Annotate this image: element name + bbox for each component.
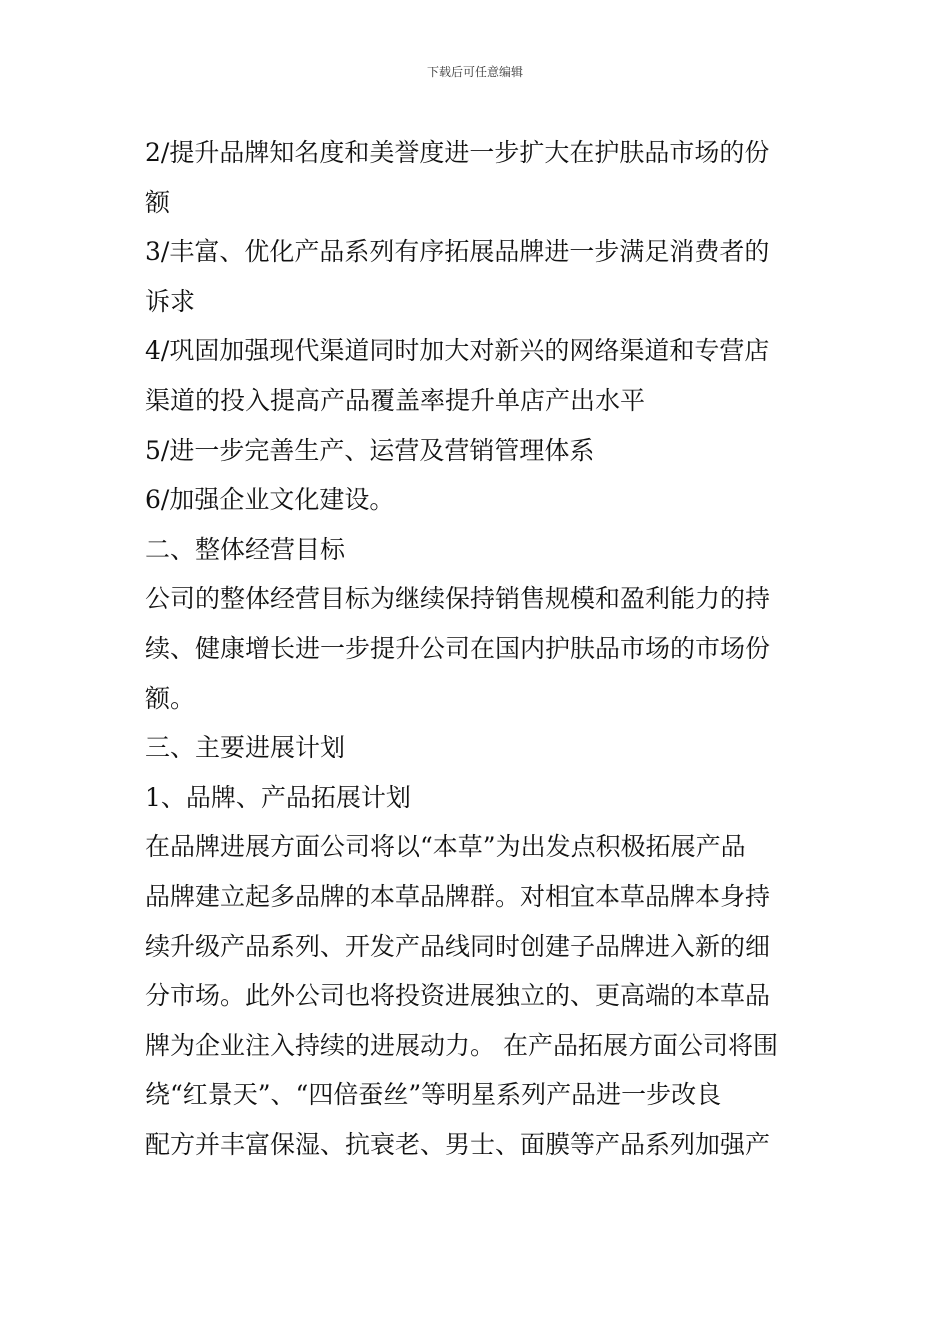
page-header: 下载后可任意编辑	[426, 65, 523, 79]
text-line: 4/巩固加强现代渠道同时加大对新兴的网络渠道和专营店	[145, 336, 770, 366]
text-line: 2/提升品牌知名度和美誉度进一步扩大在护肤品市场的份	[145, 138, 770, 167]
text-line: 牌为企业注入持续的进展动力。 在产品拓展方面公司将围	[145, 1030, 778, 1060]
section-heading: 二、整体经营目标	[145, 534, 346, 564]
text-line: 额	[145, 187, 171, 217]
text-line: 公司的整体经营目标为继续保持销售规模和盈利能力的持	[145, 584, 771, 614]
text-line: 绕“红景天”、“四倍蚕丝”等明星系列产品进一步改良	[145, 1080, 722, 1110]
text-line: 诉求	[145, 286, 196, 316]
section-heading: 三、主要进展计划	[145, 733, 346, 763]
text-line: 额。	[145, 683, 196, 713]
text-line: 6/加强企业文化建设。	[145, 485, 395, 515]
text-line: 分市场。此外公司也将投资进展独立的、更高端的本草品	[145, 981, 771, 1011]
document-body	[145, 128, 805, 1169]
text-line: 续、健康增长进一步提升公司在国内护肤品市场的市场份	[145, 633, 771, 663]
text-line: 在品牌进展方面公司将以“本草”为出发点积极拓展产品	[145, 832, 746, 862]
text-line: 渠道的投入提高产品覆盖率提升单店产出水平	[145, 385, 646, 415]
text-line: 品牌建立起多品牌的本草品牌群。对相宜本草品牌本身持	[145, 881, 771, 911]
text-line: 5/进一步完善生产、运营及营销管理体系	[145, 435, 595, 465]
text-line: 3/丰富、优化产品系列有序拓展品牌进一步满足消费者的	[145, 237, 770, 267]
subsection-heading: 1、品牌、产品拓展计划	[145, 782, 411, 812]
text-line: 续升级产品系列、开发产品线同时创建子品牌进入新的细	[145, 931, 771, 961]
text-line: 配方并丰富保湿、抗衰老、男士、面膜等产品系列加强产	[145, 1129, 771, 1159]
